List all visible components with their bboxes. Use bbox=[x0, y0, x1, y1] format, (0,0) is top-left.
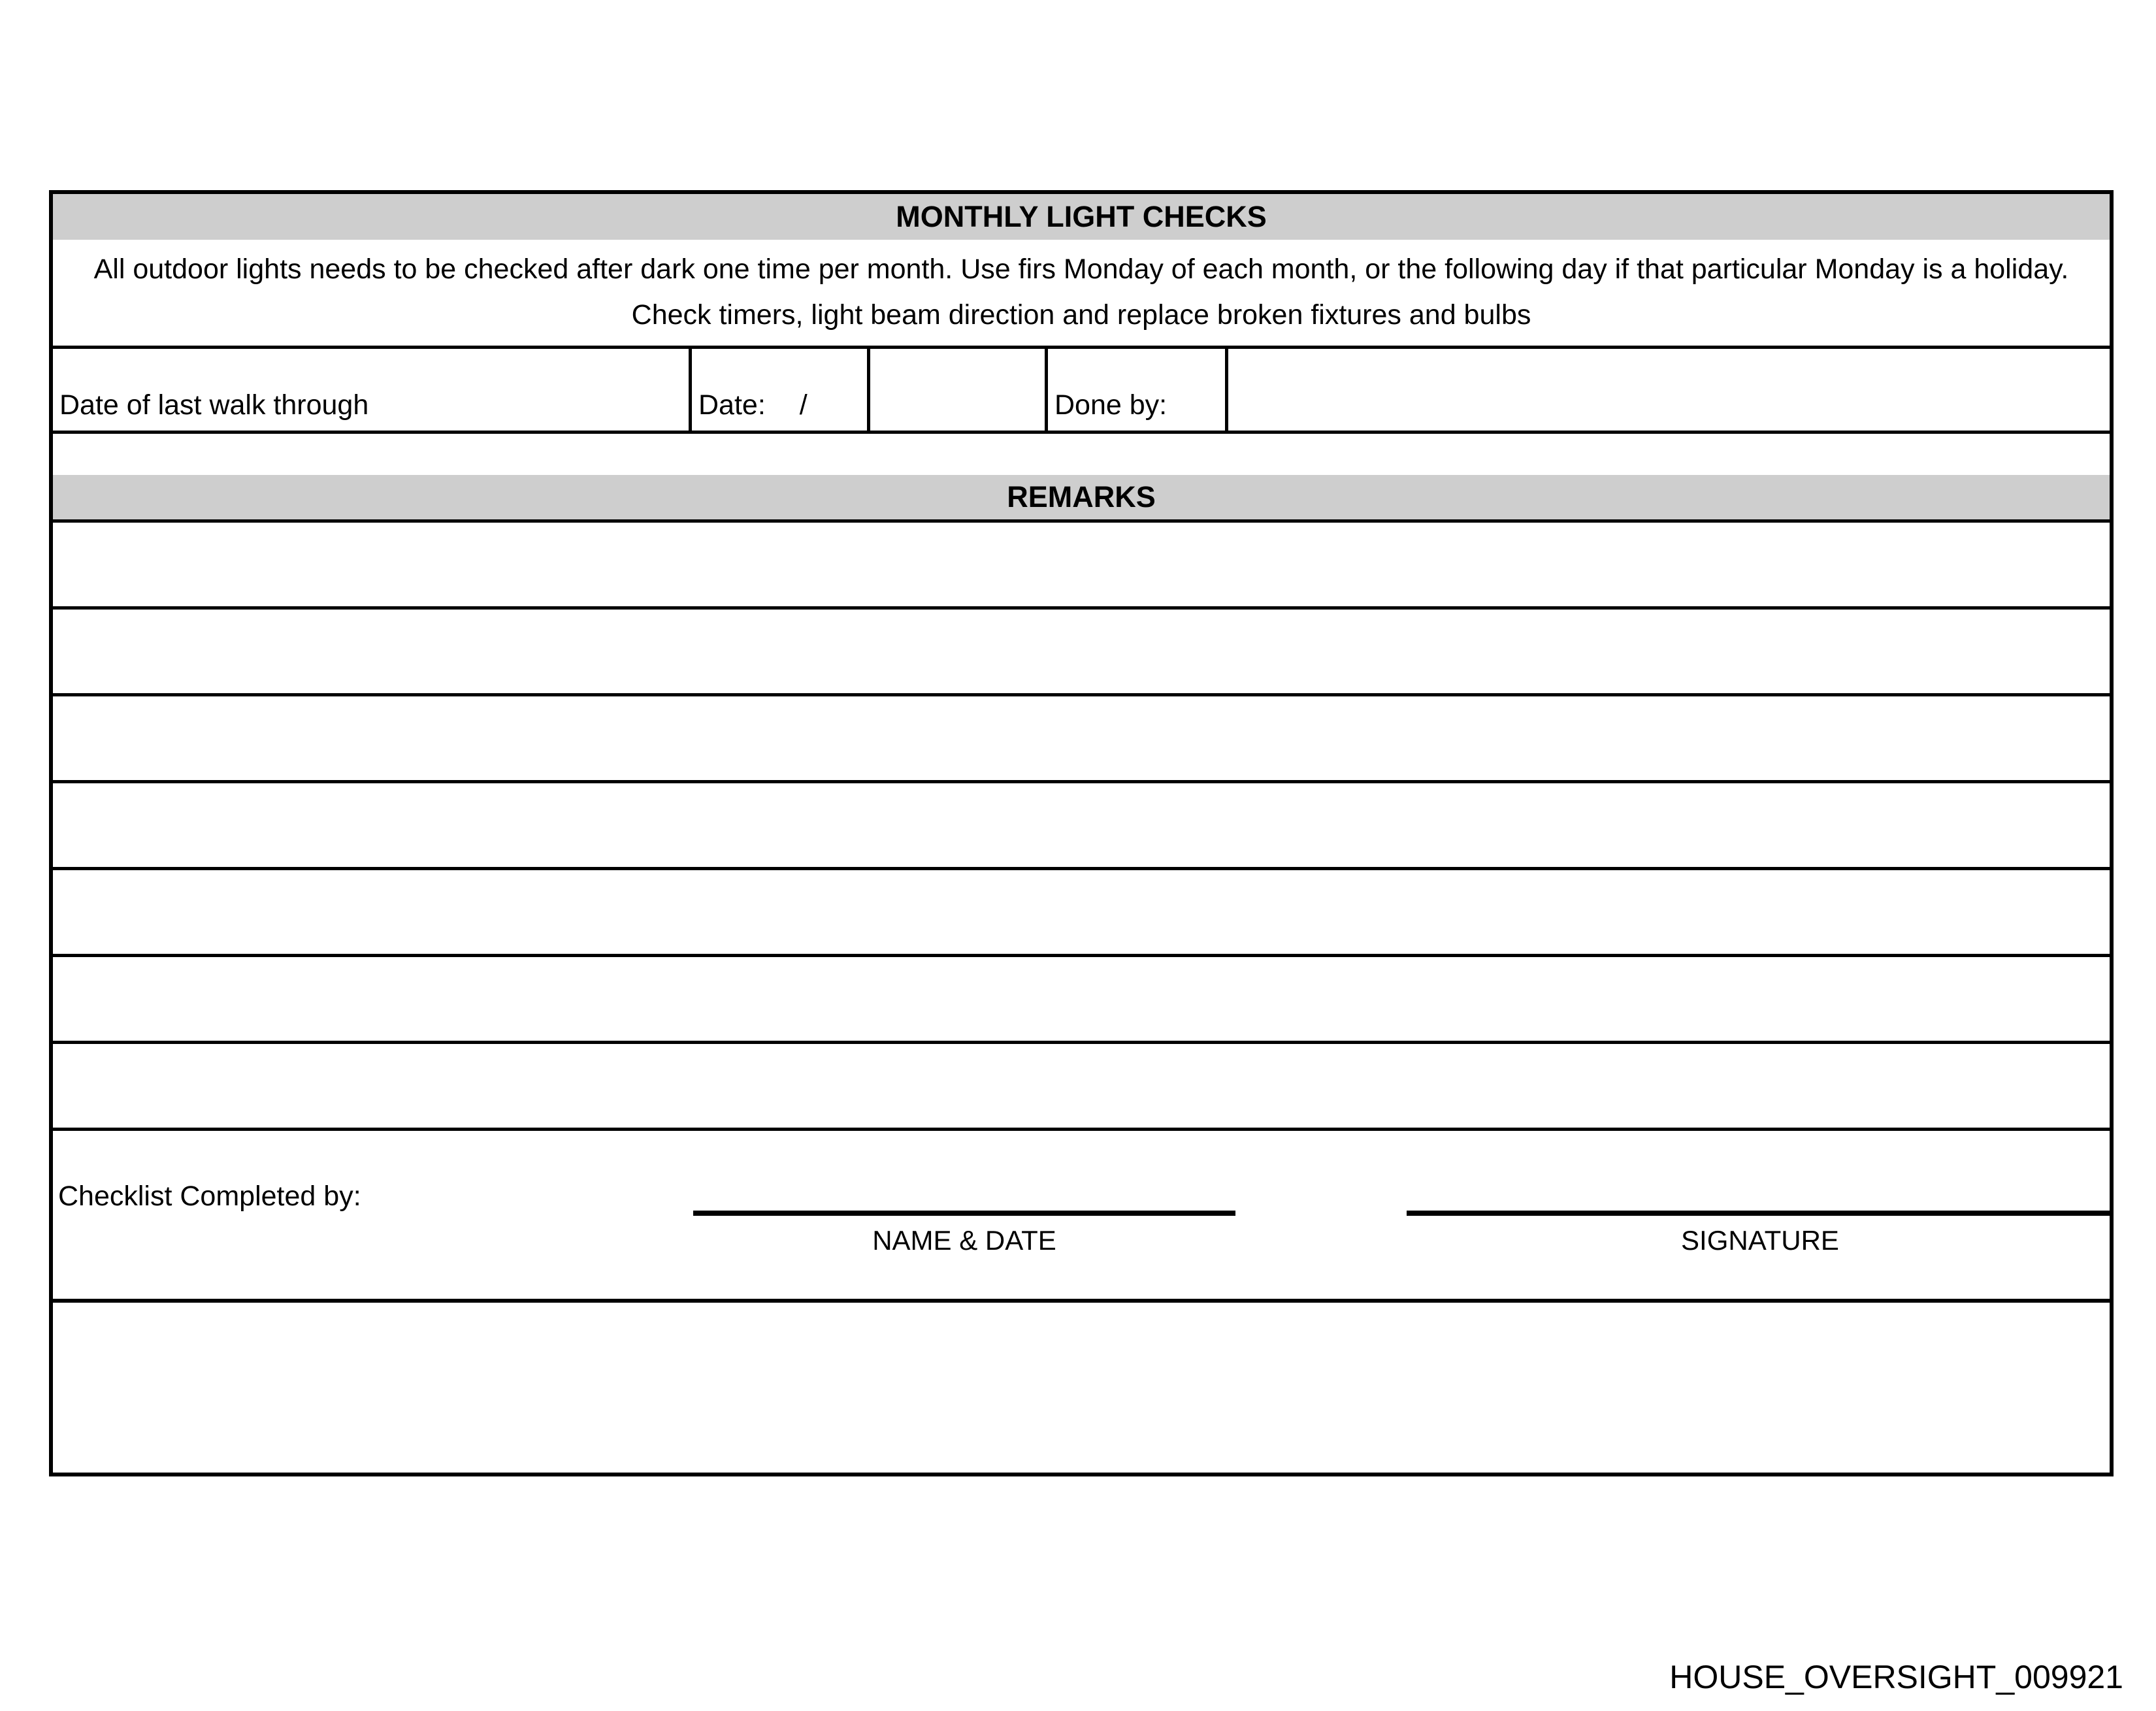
remarks-row[interactable] bbox=[53, 870, 2110, 957]
completion-label: Checklist Completed by: bbox=[58, 1181, 361, 1212]
date-separator: / bbox=[799, 389, 808, 421]
signature-line bbox=[1407, 1211, 2114, 1216]
notes-area[interactable] bbox=[53, 1303, 2110, 1473]
document-id: HOUSE_OVERSIGHT_009921 bbox=[1669, 1659, 2123, 1695]
remarks-row[interactable] bbox=[53, 696, 2110, 783]
spacer-row bbox=[53, 434, 2110, 475]
done-by-label: Done by: bbox=[1045, 349, 1225, 431]
last-walk-through-label: Date of last walk through bbox=[59, 389, 369, 421]
done-by-value-cell[interactable] bbox=[1225, 349, 2110, 431]
remarks-row[interactable] bbox=[53, 610, 2110, 696]
remarks-row[interactable] bbox=[53, 783, 2110, 870]
remarks-row[interactable] bbox=[53, 957, 2110, 1044]
date-label: Date: bbox=[698, 389, 766, 421]
completion-row bbox=[53, 1131, 2110, 1303]
name-date-block[interactable] bbox=[693, 1211, 1235, 1256]
remarks-row[interactable] bbox=[53, 523, 2110, 610]
monthly-light-checks-form bbox=[49, 190, 2114, 1476]
name-date-line bbox=[693, 1211, 1235, 1216]
form-instructions: All outdoor lights needs to be checked after dark one time per month. Use firs Monday of each month, or the following day if that particular Monday is a holiday. Check timers, light beam direction and replace broken fixtures and bulbs bbox=[53, 240, 2110, 349]
name-date-label: NAME & DATE bbox=[872, 1225, 1056, 1256]
signature-block[interactable] bbox=[1407, 1211, 2114, 1256]
signature-label: SIGNATURE bbox=[1681, 1225, 1839, 1256]
remarks-row[interactable] bbox=[53, 1044, 2110, 1131]
remarks-header: REMARKS bbox=[53, 475, 2110, 523]
form-title: MONTHLY LIGHT CHECKS bbox=[53, 194, 2110, 240]
date-field bbox=[689, 349, 867, 431]
date-row bbox=[53, 349, 2110, 434]
date-value-cell[interactable] bbox=[867, 349, 1045, 431]
